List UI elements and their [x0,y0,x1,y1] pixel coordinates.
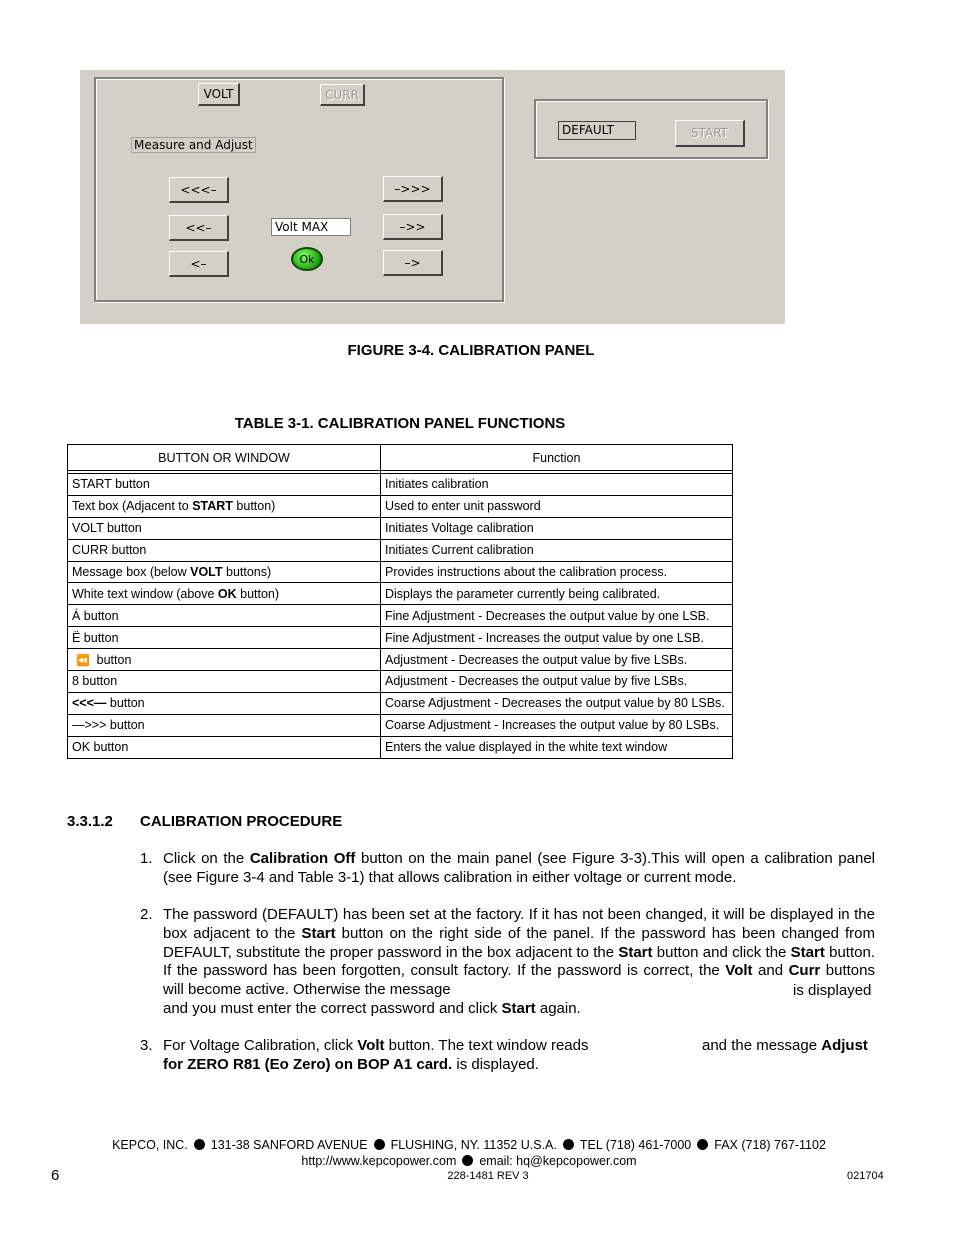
table-row [68,692,733,714]
table-row [68,627,733,649]
button-or-window-cell: Ë button [68,627,381,649]
function-cell: Adjustment - Decreases the output value by five LSBs. [381,649,733,671]
table-row [68,714,733,736]
step-number: 1. [140,850,153,867]
volt-button[interactable]: VOLT [198,83,240,106]
website-link[interactable]: http://www.kepcopower.com [301,1154,457,1168]
start-button[interactable]: START [675,120,745,147]
section-number: 3.3.1.2 [67,813,113,830]
figure-caption: FIGURE 3-4. CALIBRATION PANEL [347,342,595,359]
coarse-increase-button[interactable]: –>>> [383,176,443,202]
button-or-window-cell: 8 button [68,671,381,693]
table-header-row [68,445,733,471]
function-cell: Coarse Adjustment - Increases the output value by 80 LSBs. [381,714,733,736]
table-header: BUTTON OR WINDOW [68,445,381,471]
fine-increase-button[interactable]: –> [383,250,443,276]
step-number: 3. [140,1037,153,1054]
doc-revision: 228-1481 REV 3 [447,1170,529,1182]
function-cell: Provides instructions about the calibration process. [381,561,733,583]
bullet-icon [194,1139,205,1150]
section-title: CALIBRATION PROCEDURE [140,813,343,830]
calibration-panel-figure [80,70,785,324]
button-or-window-cell: White text window (above OK button) [68,583,381,605]
table-row [68,561,733,583]
button-or-window-cell: Text box (Adjacent to START button) [68,495,381,517]
button-or-window-cell: CURR button [68,539,381,561]
button-or-window-cell: START button [68,474,381,496]
step-3-text-last: for ZERO R81 (Eo Zero) on BOP A1 card. is displayed. [163,1056,539,1073]
button-or-window-cell: Á button [68,605,381,627]
step-number: 2. [140,906,153,923]
table-row [68,495,733,517]
medium-increase-button[interactable]: –>> [383,214,443,240]
footer-contact-line [0,1154,938,1168]
calibration-functions-table [67,444,733,759]
button-or-window-cell: Message box (below VOLT buttons) [68,561,381,583]
date-code: 021704 [847,1170,884,1182]
function-cell: Initiates Voltage calibration [381,517,733,539]
bullet-icon [563,1139,574,1150]
email-link[interactable]: email: hq@kepcopower.com [479,1154,637,1168]
button-or-window-cell: ⏪ button [68,649,381,671]
message-box: Measure and Adjust [131,137,256,153]
double-left-arrow-icon: ⏪ [76,654,90,667]
button-or-window-cell: —>>> button [68,714,381,736]
parameter-text-window: Volt MAX [271,218,351,236]
bullet-icon [697,1139,708,1150]
button-or-window-cell: VOLT button [68,517,381,539]
table-row [68,539,733,561]
curr-button[interactable]: CURR [320,84,365,106]
function-cell: Displays the parameter currently being calibrated. [381,583,733,605]
table-row [68,671,733,693]
table-row [68,605,733,627]
step-1-text: Click on the Calibration Off button on the main panel (see Figure 3-3).This will open a calibration panel (see Figure 3-4 and Table 3-1) that allows calibration in either voltage or current mode. [163,850,876,886]
step-3-text-right: and the message Adjust [702,1037,868,1054]
function-cell: Enters the value displayed in the white text window [381,736,733,758]
step-2-text-end: is displayed [793,982,872,999]
function-cell: Fine Adjustment - Increases the output value by one LSB. [381,627,733,649]
button-or-window-cell: <<<— button [68,692,381,714]
bullet-icon [374,1139,385,1150]
coarse-decrease-button[interactable]: <<<– [169,177,229,203]
password-text-box[interactable]: DEFAULT [558,121,636,140]
function-cell: Used to enter unit password [381,495,733,517]
medium-decrease-button[interactable]: <<– [169,215,229,241]
table-row [68,517,733,539]
button-or-window-cell: OK button [68,736,381,758]
bullet-icon [462,1155,473,1166]
function-cell: Coarse Adjustment - Decreases the output value by 80 LSBs. [381,692,733,714]
table-row [68,736,733,758]
page-number: 6 [51,1167,60,1184]
footer-address-line: KEPCO, INC. 131-38 SANFORD AVENUE FLUSHING, NY. 11352 U.S.A. TEL (718) 461-7000 FAX (718) 767-1102 [112,1138,826,1152]
table-row [68,474,733,496]
step-2-text: The password (DEFAULT) has been set at the factory. If it has not been changed, it will be displayed in the box adjacent to the Start button on the right side of the panel. If the password has been changed from DEFAULT, substitute the proper password in the box adjacent to the Start button and click the Start button. If the password has been forgotten, consult factory. If the password is correct, the Volt and Curr buttons will become active. Otherwise the message [163,906,875,999]
table-row [68,583,733,605]
step-2-text-last: and you must enter the correct password and click Start again. [163,1000,581,1017]
table-title: TABLE 3-1. CALIBRATION PANEL FUNCTIONS [234,415,566,432]
ok-button[interactable]: Ok [291,247,323,271]
step-3-text: For Voltage Calibration, click Volt button. The text window reads [163,1037,589,1054]
function-cell: Initiates calibration [381,474,733,496]
table-row [68,649,733,671]
function-cell: Adjustment - Decreases the output value by five LSBs. [381,671,733,693]
fine-decrease-button[interactable]: <– [169,251,229,277]
table-header: Function [381,445,733,471]
function-cell: Fine Adjustment - Decreases the output value by one LSB. [381,605,733,627]
function-cell: Initiates Current calibration [381,539,733,561]
